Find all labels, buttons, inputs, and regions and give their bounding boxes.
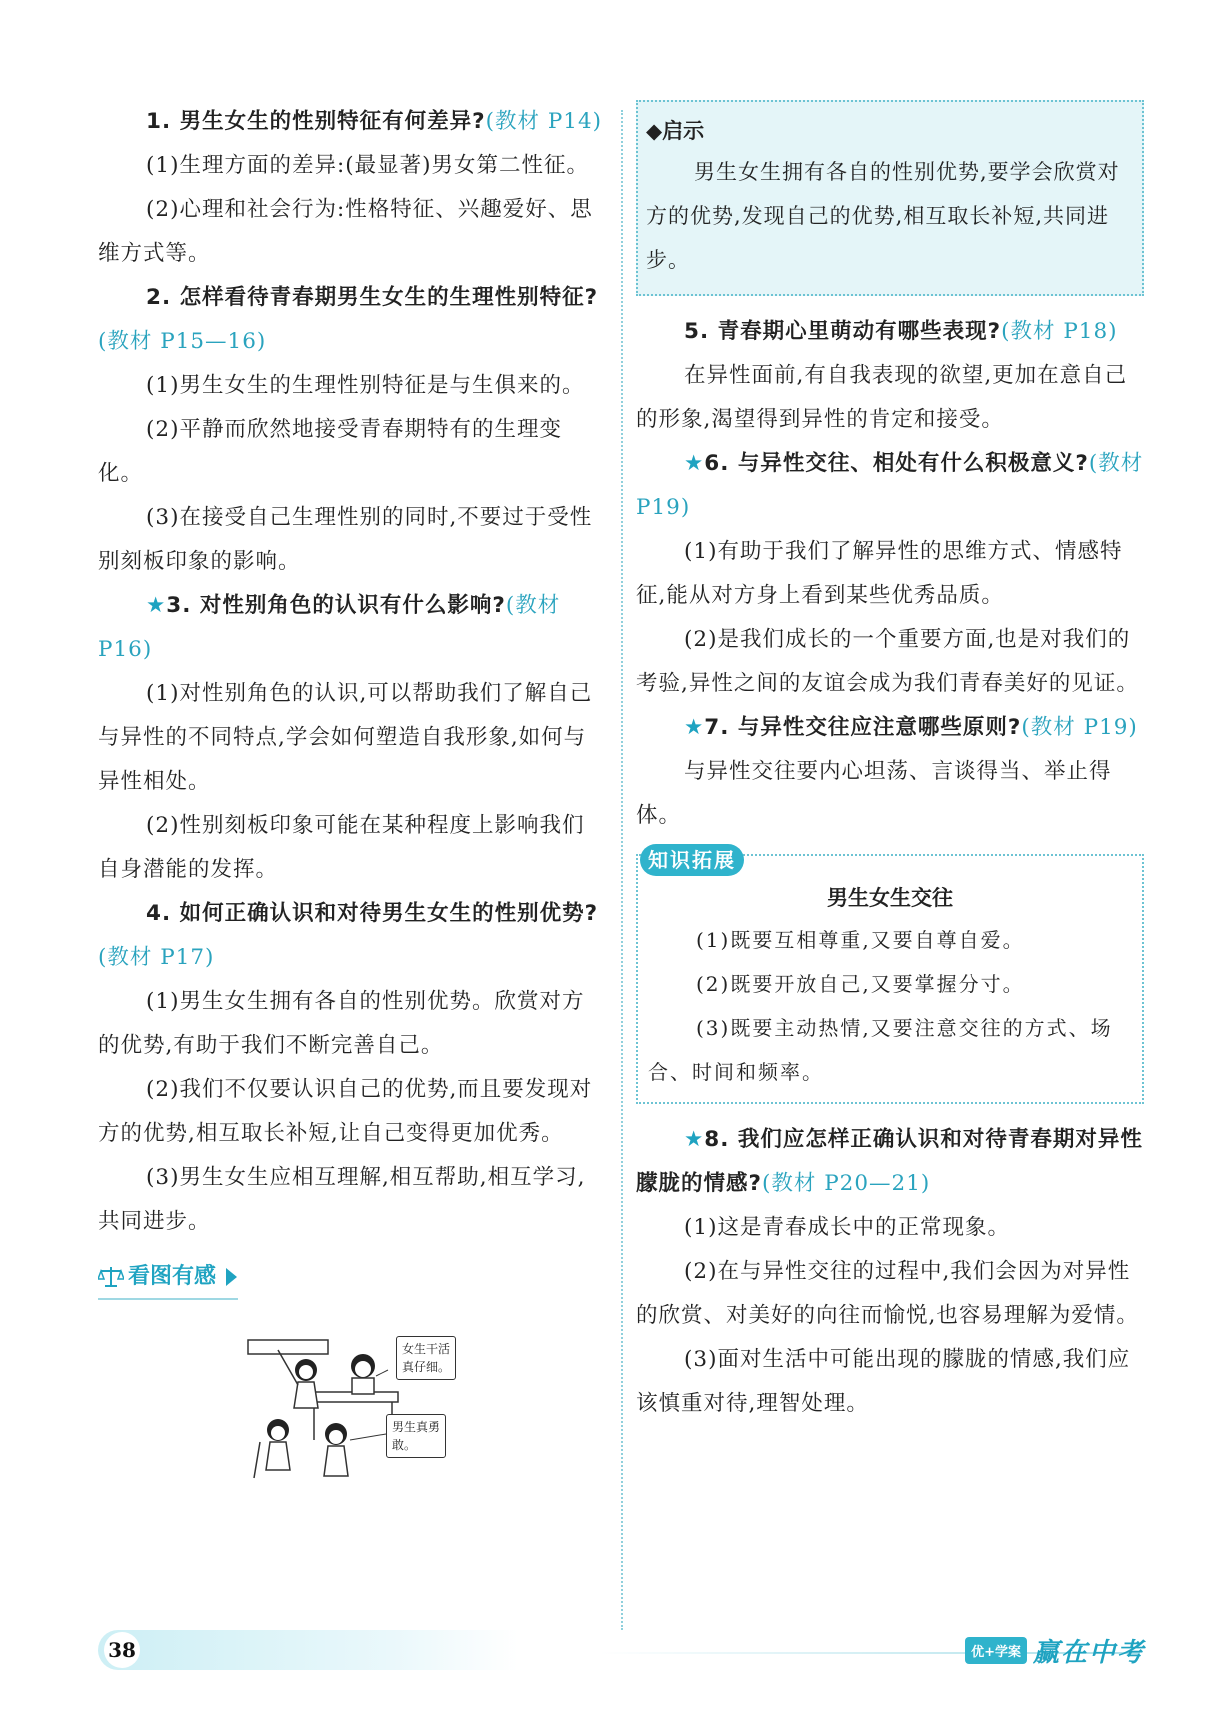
insight-heading: ◆启示 [646,119,705,143]
textbook-reference: (教材 P18) [1001,319,1118,344]
question-text: 8. 我们应怎样正确认识和对待青春期对异性朦胧的情感? [636,1127,1143,1196]
page-number: 38 [104,1632,140,1668]
answer-paragraph: (1)对性别角色的认识,可以帮助我们了解自己与异性的不同特点,学会如何塑造自我形象,如何与异性相处。 [98,681,593,794]
answer-paragraph: (2)我们不仅要认识自己的优势,而且要发现对方的优势,相互取长补短,让自己变得更加优秀。 [98,1077,593,1146]
answer-paragraph: 在异性面前,有自我表现的欲望,更加在意自己的形象,渴望得到异性的肯定和接受。 [636,363,1128,432]
star-icon: ★ [684,715,705,740]
question-text: 4. 如何正确认识和对待男生女生的性别优势? [146,901,599,926]
extension-tag: 知识拓展 [640,844,744,876]
extension-item: (1)既要互相尊重,又要自尊自爱。 [696,928,1025,952]
answer-paragraph: (1)生理方面的差异:(最显著)男女第二性征。 [146,153,589,178]
brand-small-label: 优+学案 [965,1637,1027,1664]
textbook-reference: (教材 P14) [485,109,603,134]
insight-text: 男生女生拥有各自的性别优势,要学会欣赏对方的优势,发现自己的优势,相互取长补短,共同进步。 [646,160,1120,272]
textbook-reference: (教材 P19) [1021,715,1138,740]
question-text: 1. 男生女生的性别特征有何差异? [146,109,486,134]
extension-title: 男生女生交往 [827,886,953,910]
question-heading [98,892,606,980]
question-heading [636,1118,1144,1206]
question-text: 5. 青春期心里萌动有哪些表现? [684,319,1002,344]
textbook-reference: (教材 P15—16) [98,329,267,354]
play-arrow-icon [226,1268,237,1286]
question-text: 3. 对性别角色的认识有什么影响? [166,593,506,618]
question-heading [636,442,1144,530]
answer-paragraph: (2)性别刻板印象可能在某种程度上影响我们自身潜能的发挥。 [98,813,585,882]
cartoon-illustration [238,1330,478,1482]
footer-bar [98,1630,518,1670]
answer-paragraph: (1)这是青春成长中的正常现象。 [684,1215,1010,1240]
figure-heading [98,1258,238,1300]
speech-bubble-2: 男生真勇敢。 [386,1414,446,1458]
left-blocks [98,100,606,1244]
star-icon: ★ [684,1127,705,1152]
speech-bubble-1: 女生干活真仔细。 [396,1336,456,1380]
answer-paragraph: (3)面对生活中可能出现的朦胧的情感,我们应该慎重对待,理智处理。 [636,1347,1131,1416]
answer-paragraph: (3)在接受自己生理性别的同时,不要过于受性别刻板印象的影响。 [98,505,593,574]
balance-scale-icon [98,1264,124,1290]
answer-paragraph: (2)平静而欣然地接受青春期特有的生理变化。 [98,417,562,486]
extension-box [636,854,1144,1104]
insight-box [636,100,1144,296]
column-divider [621,110,623,1630]
answer-paragraph: (1)有助于我们了解异性的思维方式、情感特征,能从对方身上看到某些优秀品质。 [636,539,1123,608]
knowledge-extension [636,848,1144,1104]
question-text: 2. 怎样看待青春期男生女生的生理性别特征? [146,285,599,310]
question-heading [98,276,606,364]
textbook-reference: (教材 P19) [636,451,1144,520]
answer-paragraph: 与异性交往要内心坦荡、言谈得当、举止得体。 [636,759,1112,828]
figure-heading-label: 看图有感 [128,1264,217,1289]
right-blocks-b [636,1118,1144,1426]
star-icon: ★ [146,593,167,618]
brand-big-label: 赢在中考 [1032,1637,1145,1668]
question-heading [98,100,606,144]
answer-paragraph: (2)心理和社会行为:性格特征、兴趣爱好、思维方式等。 [98,197,593,266]
right-column [636,100,1144,1426]
question-heading [636,706,1144,750]
textbook-reference: (教材 P16) [98,593,561,662]
question-heading [636,310,1144,354]
textbook-reference: (教材 P17) [98,945,215,970]
brand-logo [965,1630,1145,1670]
star-icon: ★ [684,451,705,476]
question-text: 6. 与异性交往、相处有什么积极意义? [704,451,1089,476]
answer-paragraph: (3)男生女生应相互理解,相互帮助,相互学习,共同进步。 [98,1165,586,1234]
question-heading [98,584,606,672]
textbook-reference: (教材 P20—21) [761,1171,931,1196]
answer-paragraph: (1)男生女生的生理性别特征是与生俱来的。 [146,373,585,398]
answer-paragraph: (2)是我们成长的一个重要方面,也是对我们的考验,异性之间的友谊会成为我们青春美好的见证。 [636,627,1139,696]
left-column [98,100,606,1482]
right-blocks-a [636,310,1144,838]
extension-item: (3)既要主动热情,又要注意交往的方式、场合、时间和频率。 [648,1016,1113,1084]
answer-paragraph: (1)男生女生拥有各自的性别优势。欣赏对方的优势,有助于我们不断完善自己。 [98,989,585,1058]
extension-item: (2)既要开放自己,又要掌握分寸。 [696,972,1025,996]
question-text: 7. 与异性交往应注意哪些原则? [704,715,1022,740]
answer-paragraph: (2)在与异性交往的过程中,我们会因为对异性的欣赏、对美好的向往而愉悦,也容易理解为爱情。 [636,1259,1139,1328]
